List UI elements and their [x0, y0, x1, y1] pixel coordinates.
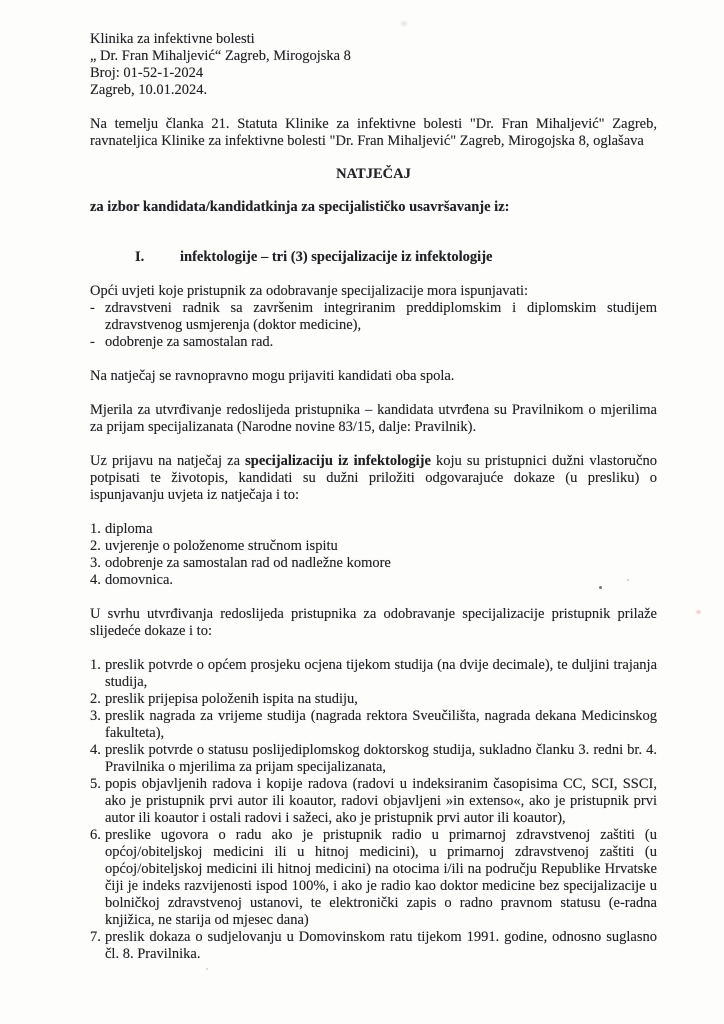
condition-item: [90, 334, 657, 351]
ranking-document-text: preslik potvrde o općem prosjeku ocjena tijekom studija (na dvije decimale), te duljini trajanja studija,: [105, 657, 657, 690]
required-document-item: [90, 521, 657, 538]
section-title: infektologije – tri (3) specijalizacije iz infektologije: [180, 249, 493, 265]
required-document-text: diploma: [105, 521, 153, 537]
ranking-document-item: [90, 776, 657, 827]
scan-artifact: [696, 610, 701, 614]
section-heading: [90, 249, 657, 266]
ranking-intro: U svrhu utvrđivanja redoslijeda pristupnika za odobravanje specijalizacije pristupnik prilaže slijedeće dokaze i to:: [90, 606, 657, 639]
ranking-document-item: [90, 827, 657, 929]
ranking-document-text: preslik dokaza o sudjelovanju u Domovinskom ratu tijekom 1991. godine, odnosno suglasno čl. 8. Pravilnika.: [105, 929, 657, 962]
document-content: [90, 31, 657, 963]
application-text-before: Uz prijavu na natječaj za: [90, 453, 246, 469]
document-subtitle: za izbor kandidata/kandidatkinja za specijalističko usavršavanje iz:: [90, 199, 510, 215]
dash-marker: -: [90, 334, 95, 350]
equality-note: Na natječaj se ravnopravno mogu prijaviti kandidati oba spola.: [90, 368, 455, 384]
letterhead-address: „ Dr. Fran Mihaljević“ Zagreb, Mirogojska 8: [90, 48, 351, 64]
required-document-text: uvjerenje o položenome stručnom ispitu: [105, 538, 338, 554]
letterhead-place-date: Zagreb, 10.01.2024.: [90, 82, 208, 98]
item-number: 2.: [90, 691, 101, 707]
letterhead: [90, 31, 657, 99]
ranking-document-text: preslike ugovora o radu ako je pristupnik radio u primarnoj zdravstvenoj zaštiti (u općoj/obiteljskoj medicini ili u hitnoj medicini), u primarnoj zdravstvenoj zaštiti (u općoj/obiteljskoj medicini ili hitnoj medicini) na otocima i/ili na području Republike Hrvatske čiji je indeks razvijenosti ispod 100%, i ako je radio kao doktor medicine bez specijalizacije u bolničkoj zdravstvenoj ustanovi, te elektronički zapis o radno pravnom statusu (e-radna knjižica, ne starija od mjesec dana): [105, 827, 657, 928]
item-number: 6.: [90, 827, 101, 843]
application-paragraph: [90, 453, 657, 504]
item-number: 4.: [90, 742, 101, 758]
ranking-documents-list: [90, 657, 657, 963]
item-number: 1.: [90, 657, 101, 673]
required-document-text: domovnica.: [105, 572, 174, 588]
required-document-item: [90, 572, 657, 589]
section-numeral: I.: [135, 249, 145, 265]
item-number: 5.: [90, 776, 101, 792]
item-number: 3.: [90, 708, 101, 724]
item-number: 3.: [90, 555, 101, 571]
condition-item-text: zdravstveni radnik sa završenim integriranim preddiplomskim i diplomskim studijem zdravstvenog usmjerenja (doktor medicine),: [105, 300, 657, 333]
item-number: 1.: [90, 521, 101, 537]
item-number: 4.: [90, 572, 101, 588]
criteria-note: Mjerila za utvrđivanje redoslijeda pristupnika – kandidata utvrđena su Pravilnikom o mjerilima za prijam specijalizanata (Narodne novine 83/15, dalje: Pravilnik).: [90, 402, 657, 435]
intro-paragraph: Na temelju članka 21. Statuta Klinike za infektivne bolesti "Dr. Fran Mihaljević" Zagreb, ravnateljica Klinike za infektivne bolesti "Dr. Fran Mihaljević" Zagreb, Mirogojska 8, oglašava: [90, 116, 657, 149]
ranking-document-item: [90, 657, 657, 691]
dash-marker: -: [90, 300, 95, 316]
ranking-document-item: [90, 742, 657, 776]
general-conditions: [90, 283, 657, 351]
ranking-document-text: popis objavljenih radova i kopije radova (radovi u indeksiranim časopisima CC, SCI, SSCI, ako je pristupnik prvi autor ili koautor, radovi objavljeni »in extenso«, ako je pristupnik prvi autor ili koautor i ostali radovi i sažeci, ako je pristupnik prvi autor ili koautor),: [105, 776, 657, 826]
condition-item-text: odobrenje za samostalan rad.: [105, 334, 274, 350]
conditions-intro: Opći uvjeti koje pristupnik za odobravanje specijalizacije mora ispunjavati:: [90, 283, 529, 299]
condition-item: [90, 300, 657, 334]
required-document-item: [90, 555, 657, 572]
letterhead-institution: Klinika za infektivne bolesti: [90, 31, 255, 47]
ranking-document-text: preslik prijepisa položenih ispita na studiju,: [105, 691, 358, 707]
required-document-text: odobrenje za samostalan rad od nadležne komore: [105, 555, 391, 571]
ranking-document-item: [90, 691, 657, 708]
item-number: 2.: [90, 538, 101, 554]
conditions-list: [90, 300, 657, 351]
ranking-document-item: [90, 708, 657, 742]
required-documents-list: [90, 521, 657, 589]
application-specialization-bold: specijalizaciju iz infektologije: [245, 453, 431, 469]
letterhead-protocol-number: Broj: 01-52-1-2024: [90, 65, 204, 81]
application-text-after: koju su pristupnici dužni vlastoručno potpisati te životopis, kandidati su dužni priložiti odgovarajuće dokaze (u presliku) o ispunjavanju uvjeta iz natječaja i to:: [90, 453, 657, 503]
item-number: 7.: [90, 929, 101, 945]
scan-artifact: [206, 968, 208, 970]
ranking-document-text: preslik nagrada za vrijeme studija (nagrada rektora Sveučilišta, nagrada dekana Medicinskog fakulteta),: [105, 708, 657, 741]
required-document-item: [90, 538, 657, 555]
ranking-document-item: [90, 929, 657, 963]
ranking-document-text: preslik potvrde o statusu poslijediplomskog doktorskog studija, sukladno članku 3. redni br. 4. Pravilnika o mjerilima za prijam specijalizanata,: [105, 742, 657, 775]
scan-artifact: [401, 21, 407, 26]
document-title: NATJEČAJ: [336, 166, 411, 182]
